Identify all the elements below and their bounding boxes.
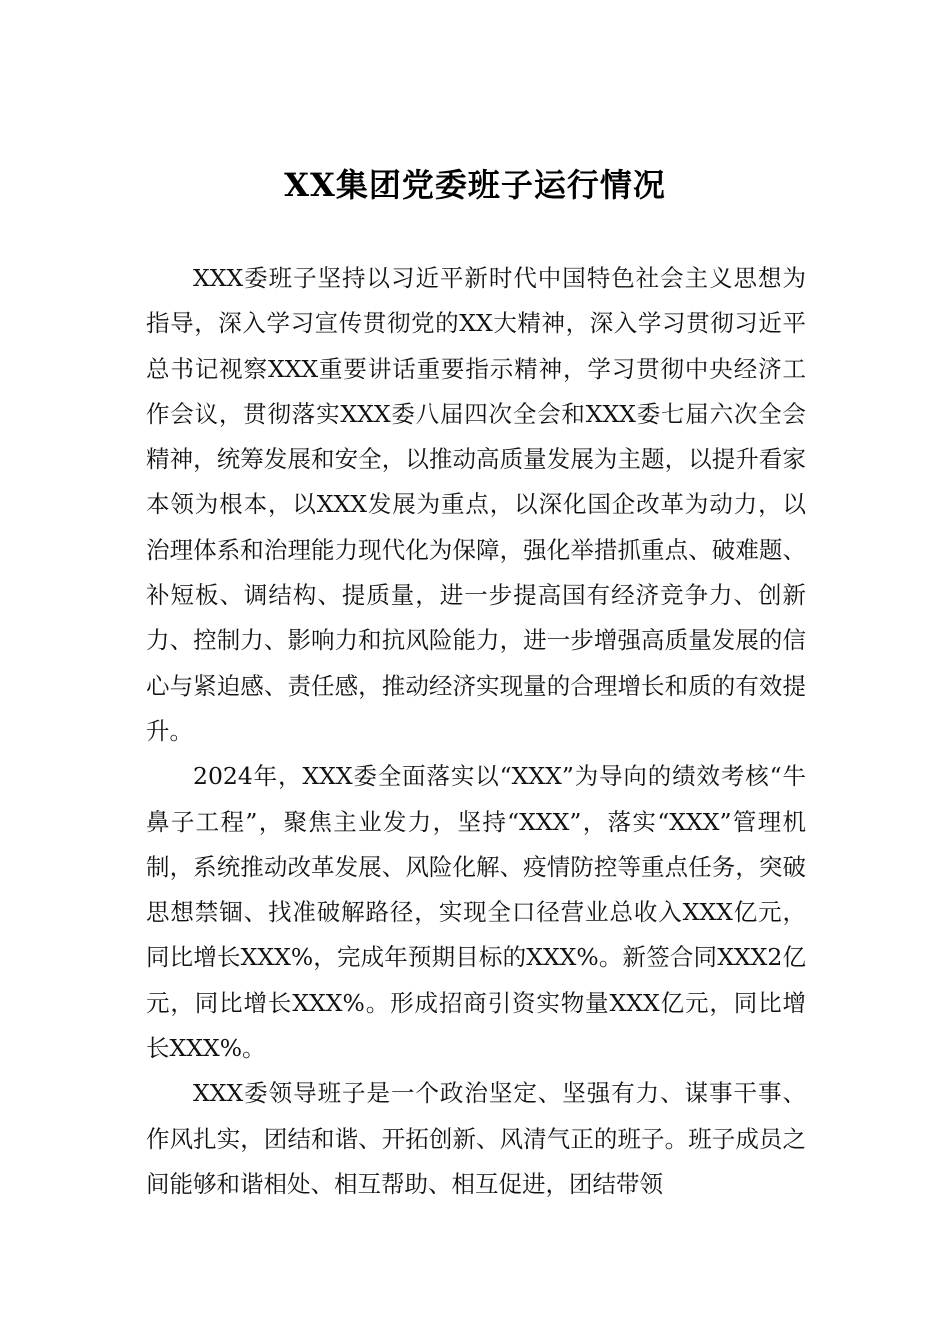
document-title: XX集团党委班子运行情况	[284, 166, 666, 204]
document-body	[146, 256, 806, 1207]
paragraph-2: 2024年，XXX委全面落实以“XXX”为导向的绩效考核“牛鼻子工程”，聚焦主业发力，坚持“XXX”，落实“XXX”管理机制，系统推动改革发展、风险化解、疫情防控等重点任务，突破思想禁锢、找准破解路径，实现全口径营业总收入XXX亿元，同比增长XXX%，完成年预期目标的XXX%。新签合同XXX2亿元，同比增长XXX%。形成招商引资实物量XXX亿元，同比增长XXX%。	[146, 762, 806, 1063]
paragraph-3: XXX委领导班子是一个政治坚定、坚强有力、谋事干事、作风扎实，团结和谐、开拓创新、风清气正的班子。班子成员之间能够和谐相处、相互帮助、相互促进，团结带领	[146, 1079, 806, 1198]
paragraph-1: XXX委班子坚持以习近平新时代中国特色社会主义思想为指导，深入学习宣传贯彻党的XX大精神，深入学习贯彻习近平总书记视察XXX重要讲话重要指示精神，学习贯彻中央经济工作会议，贯彻落实XXX委八届四次全会和XXX委七届六次全会精神，统筹发展和安全，以推动高质量发展为主题，以提升看家本领为根本，以XXX发展为重点，以深化国企改革为动力，以治理体系和治理能力现代化为保障，强化举措抓重点、破难题、补短板、调结构、提质量，进一步提高国有经济竞争力、创新力、控制力、影响力和抗风险能力，进一步增强高质量发展的信心与紧迫感、责任感，推动经济实现量的合理增长和质的有效提升。	[146, 264, 806, 745]
